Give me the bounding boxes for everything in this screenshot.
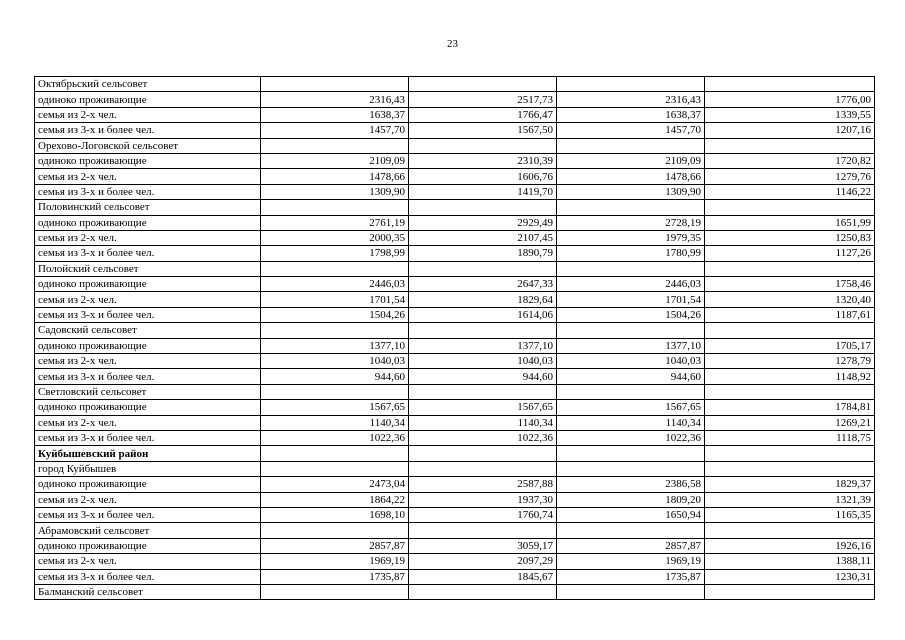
row-label: одиноко проживающие <box>35 338 261 353</box>
table-row <box>35 230 875 245</box>
value-cell: 1926,16 <box>705 538 875 553</box>
value-cell: 1650,94 <box>557 507 705 522</box>
table-row <box>35 354 875 369</box>
region-header-row <box>35 446 875 461</box>
value-cell <box>409 138 557 153</box>
value-cell <box>557 323 705 338</box>
value-cell <box>261 77 409 92</box>
value-cell: 2647,33 <box>409 277 557 292</box>
value-cell <box>409 584 557 599</box>
value-cell: 1187,61 <box>705 307 875 322</box>
value-cell <box>705 77 875 92</box>
section-label: Садовский сельсовет <box>35 323 261 338</box>
value-cell: 1758,46 <box>705 277 875 292</box>
value-cell <box>557 138 705 153</box>
value-cell: 1651,99 <box>705 215 875 230</box>
value-cell <box>705 200 875 215</box>
value-cell <box>261 200 409 215</box>
value-cell: 2310,39 <box>409 153 557 168</box>
value-cell: 1760,74 <box>409 507 557 522</box>
section-header-row <box>35 523 875 538</box>
value-cell: 1701,54 <box>261 292 409 307</box>
value-cell: 1148,92 <box>705 369 875 384</box>
row-label: семья из 3-х и более чел. <box>35 184 261 199</box>
value-cell: 1606,76 <box>409 169 557 184</box>
value-cell: 1845,67 <box>409 569 557 584</box>
value-cell: 1269,21 <box>705 415 875 430</box>
value-cell: 1720,82 <box>705 153 875 168</box>
value-cell: 2929,49 <box>409 215 557 230</box>
value-cell: 1040,03 <box>557 354 705 369</box>
value-cell: 2316,43 <box>557 92 705 107</box>
value-cell: 1118,75 <box>705 430 875 445</box>
value-cell: 1309,90 <box>557 184 705 199</box>
value-cell <box>261 461 409 476</box>
section-header-row <box>35 384 875 399</box>
value-cell <box>557 261 705 276</box>
row-label: семья из 3-х и более чел. <box>35 507 261 522</box>
value-cell: 1022,36 <box>261 430 409 445</box>
value-cell: 1735,87 <box>557 569 705 584</box>
value-cell <box>409 523 557 538</box>
section-header-row <box>35 323 875 338</box>
value-cell: 1864,22 <box>261 492 409 507</box>
value-cell: 1969,19 <box>261 554 409 569</box>
row-label: одиноко проживающие <box>35 92 261 107</box>
row-label: семья из 3-х и более чел. <box>35 430 261 445</box>
value-cell <box>705 523 875 538</box>
value-cell: 1614,06 <box>409 307 557 322</box>
value-cell <box>409 384 557 399</box>
value-cell <box>705 138 875 153</box>
value-cell: 1705,17 <box>705 338 875 353</box>
table-row <box>35 415 875 430</box>
row-label: одиноко проживающие <box>35 477 261 492</box>
value-cell: 1890,79 <box>409 246 557 261</box>
table-row <box>35 92 875 107</box>
row-label: семья из 2-х чел. <box>35 354 261 369</box>
table-row <box>35 430 875 445</box>
table-body <box>35 77 875 600</box>
value-cell: 1776,00 <box>705 92 875 107</box>
value-cell <box>261 446 409 461</box>
value-cell: 1146,22 <box>705 184 875 199</box>
value-cell <box>557 446 705 461</box>
value-cell: 1309,90 <box>261 184 409 199</box>
value-cell: 1207,16 <box>705 123 875 138</box>
section-label: Балманский сельсовет <box>35 584 261 599</box>
value-cell: 1022,36 <box>409 430 557 445</box>
value-cell: 1388,11 <box>705 554 875 569</box>
row-label: семья из 3-х и более чел. <box>35 246 261 261</box>
value-cell <box>557 461 705 476</box>
value-cell: 1377,10 <box>557 338 705 353</box>
table-row <box>35 538 875 553</box>
value-cell <box>261 523 409 538</box>
value-cell: 2097,29 <box>409 554 557 569</box>
value-cell: 1230,31 <box>705 569 875 584</box>
value-cell: 1638,37 <box>261 107 409 122</box>
row-label: одиноко проживающие <box>35 153 261 168</box>
section-label: Светловский сельсовет <box>35 384 261 399</box>
value-cell: 1022,36 <box>557 430 705 445</box>
table-row <box>35 307 875 322</box>
value-cell <box>409 200 557 215</box>
section-header-row <box>35 77 875 92</box>
row-label: семья из 2-х чел. <box>35 415 261 430</box>
table-row <box>35 507 875 522</box>
value-cell <box>557 200 705 215</box>
table-row <box>35 246 875 261</box>
section-label: Куйбышевский район <box>35 446 261 461</box>
value-cell: 1567,65 <box>409 400 557 415</box>
value-cell <box>557 584 705 599</box>
value-cell: 944,60 <box>261 369 409 384</box>
value-cell: 1809,20 <box>557 492 705 507</box>
value-cell: 1567,65 <box>261 400 409 415</box>
value-cell <box>409 77 557 92</box>
value-cell: 1979,35 <box>557 230 705 245</box>
row-label: семья из 2-х чел. <box>35 107 261 122</box>
table-row <box>35 477 875 492</box>
value-cell: 1339,55 <box>705 107 875 122</box>
value-cell <box>261 138 409 153</box>
value-cell: 1701,54 <box>557 292 705 307</box>
row-label: семья из 2-х чел. <box>35 169 261 184</box>
value-cell <box>261 584 409 599</box>
row-label: семья из 3-х и более чел. <box>35 569 261 584</box>
table-row <box>35 215 875 230</box>
section-label: Половинский сельсовет <box>35 200 261 215</box>
row-label: семья из 3-х и более чел. <box>35 307 261 322</box>
value-cell: 1829,37 <box>705 477 875 492</box>
value-cell <box>261 384 409 399</box>
section-label: город Куйбышев <box>35 461 261 476</box>
value-cell: 1798,99 <box>261 246 409 261</box>
row-label: одиноко проживающие <box>35 215 261 230</box>
value-cell: 1478,66 <box>557 169 705 184</box>
value-cell: 1504,26 <box>261 307 409 322</box>
value-cell <box>409 323 557 338</box>
section-label: Абрамовский сельсовет <box>35 523 261 538</box>
value-cell: 1969,19 <box>557 554 705 569</box>
value-cell: 1140,34 <box>261 415 409 430</box>
value-cell: 1567,50 <box>409 123 557 138</box>
value-cell: 1140,34 <box>409 415 557 430</box>
table-row <box>35 153 875 168</box>
table-row <box>35 400 875 415</box>
value-cell: 2109,09 <box>557 153 705 168</box>
value-cell: 2000,35 <box>261 230 409 245</box>
section-header-row <box>35 584 875 599</box>
value-cell: 1140,34 <box>557 415 705 430</box>
data-table <box>34 76 875 600</box>
value-cell: 1165,35 <box>705 507 875 522</box>
value-cell: 1040,03 <box>409 354 557 369</box>
row-label: семья из 2-х чел. <box>35 230 261 245</box>
value-cell: 1457,70 <box>261 123 409 138</box>
value-cell: 2316,43 <box>261 92 409 107</box>
row-label: одиноко проживающие <box>35 400 261 415</box>
value-cell <box>261 261 409 276</box>
page-number: 23 <box>447 38 458 50</box>
table-row <box>35 369 875 384</box>
table-row <box>35 554 875 569</box>
value-cell: 2109,09 <box>261 153 409 168</box>
value-cell <box>705 584 875 599</box>
value-cell: 1377,10 <box>261 338 409 353</box>
table-row <box>35 169 875 184</box>
value-cell: 1504,26 <box>557 307 705 322</box>
value-cell: 1567,65 <box>557 400 705 415</box>
value-cell <box>705 461 875 476</box>
section-label: Орехово-Логовской сельсовет <box>35 138 261 153</box>
table-row <box>35 292 875 307</box>
value-cell: 1250,83 <box>705 230 875 245</box>
value-cell: 2857,87 <box>557 538 705 553</box>
value-cell <box>557 384 705 399</box>
value-cell: 2386,58 <box>557 477 705 492</box>
value-cell: 2107,45 <box>409 230 557 245</box>
value-cell <box>409 446 557 461</box>
value-cell: 1419,70 <box>409 184 557 199</box>
section-header-row <box>35 138 875 153</box>
value-cell <box>409 461 557 476</box>
value-cell: 1829,64 <box>409 292 557 307</box>
value-cell: 3059,17 <box>409 538 557 553</box>
section-label: Октябрьский сельсовет <box>35 77 261 92</box>
value-cell: 1698,10 <box>261 507 409 522</box>
value-cell: 1780,99 <box>557 246 705 261</box>
value-cell <box>705 446 875 461</box>
section-label: Полойский сельсовет <box>35 261 261 276</box>
value-cell: 1040,03 <box>261 354 409 369</box>
value-cell: 2857,87 <box>261 538 409 553</box>
value-cell: 2587,88 <box>409 477 557 492</box>
value-cell: 2473,04 <box>261 477 409 492</box>
value-cell: 2446,03 <box>557 277 705 292</box>
value-cell: 1320,40 <box>705 292 875 307</box>
row-label: одиноко проживающие <box>35 538 261 553</box>
value-cell <box>705 261 875 276</box>
row-label: семья из 2-х чел. <box>35 492 261 507</box>
value-cell: 1377,10 <box>409 338 557 353</box>
value-cell: 2761,19 <box>261 215 409 230</box>
table-row <box>35 492 875 507</box>
value-cell: 1457,70 <box>557 123 705 138</box>
value-cell <box>409 261 557 276</box>
value-cell: 2446,03 <box>261 277 409 292</box>
row-label: семья из 2-х чел. <box>35 554 261 569</box>
value-cell: 944,60 <box>557 369 705 384</box>
table-row <box>35 184 875 199</box>
table-row <box>35 277 875 292</box>
value-cell: 1735,87 <box>261 569 409 584</box>
value-cell <box>557 523 705 538</box>
table-row <box>35 123 875 138</box>
row-label: одиноко проживающие <box>35 277 261 292</box>
row-label: семья из 2-х чел. <box>35 292 261 307</box>
value-cell: 1638,37 <box>557 107 705 122</box>
section-header-row <box>35 461 875 476</box>
value-cell: 1478,66 <box>261 169 409 184</box>
value-cell: 944,60 <box>409 369 557 384</box>
value-cell <box>261 323 409 338</box>
section-header-row <box>35 261 875 276</box>
table-row <box>35 107 875 122</box>
value-cell <box>557 77 705 92</box>
value-cell <box>705 323 875 338</box>
value-cell: 2728,19 <box>557 215 705 230</box>
section-header-row <box>35 200 875 215</box>
row-label: семья из 3-х и более чел. <box>35 369 261 384</box>
value-cell <box>705 384 875 399</box>
value-cell: 1278,79 <box>705 354 875 369</box>
value-cell: 1766,47 <box>409 107 557 122</box>
value-cell: 1937,30 <box>409 492 557 507</box>
value-cell: 1127,26 <box>705 246 875 261</box>
value-cell: 2517,73 <box>409 92 557 107</box>
value-cell: 1784,81 <box>705 400 875 415</box>
value-cell: 1279,76 <box>705 169 875 184</box>
row-label: семья из 3-х и более чел. <box>35 123 261 138</box>
table-row <box>35 338 875 353</box>
table-row <box>35 569 875 584</box>
value-cell: 1321,39 <box>705 492 875 507</box>
